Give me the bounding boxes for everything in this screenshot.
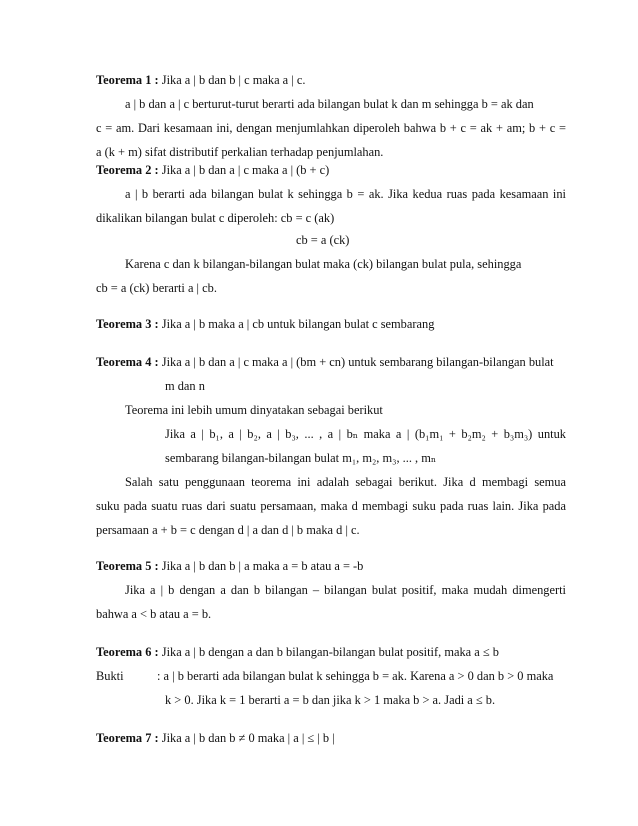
theorem-1-proof-line-3: a (k + m) sifat distributif perkalian terhadap penjumlahan. [96, 145, 384, 159]
theorem-5-heading [96, 556, 363, 576]
theorem-4-generalization-intro: Teorema ini lebih umum dinyatakan sebagai berikut [125, 403, 383, 417]
theorem-6-proof-label: Bukti [96, 669, 124, 683]
theorem-1-label: Teorema 1 : [96, 73, 159, 87]
theorem-4-general-formula-1: Jika a | b₁, a | b₂, a | b₃, ... , a | bₙ maka a | (b₁m₁ + b₂m₂ + b₃m₃) untuk [165, 427, 566, 441]
theorem-4-usage-line-1: Salah satu penggunaan teorema ini adalah sebagai berikut. Jika d membagi semua [125, 475, 566, 489]
theorem-6-proof-line-1: : a | b berarti ada bilangan bulat k sehingga b = ak. Karena a > 0 dan b > 0 maka [157, 669, 554, 683]
theorem-3-label: Teorema 3 : [96, 317, 159, 331]
theorem-1-statement: Jika a | b dan b | c maka a | c. [161, 73, 306, 87]
theorem-6-proof-line-2: k > 0. Jika k = 1 berarti a = b dan jika k > 1 maka b > a. Jadi a ≤ b. [165, 693, 496, 707]
theorem-1-heading [96, 70, 305, 90]
theorem-2-proof-line-2: dikalikan bilangan bulat c diperoleh: cb = c (ak) [96, 211, 335, 225]
theorem-3-statement: Jika a | b maka a | cb untuk bilangan bulat c sembarang [161, 317, 435, 331]
theorem-6-statement: Jika a | b dengan a dan b bilangan-bilangan bulat positif, maka a ≤ b [161, 645, 499, 659]
theorem-4-statement-cont: m dan n [165, 379, 205, 393]
theorem-4-usage-line-2: suku pada suatu ruas dari suatu persamaan, maka d membagi suku pada ruas lain. Jika pada [96, 499, 566, 513]
theorem-5-note-line-2: bahwa a < b atau a = b. [96, 607, 212, 621]
theorem-2-proof-line-4: Karena c dan k bilangan-bilangan bulat maka (ck) bilangan bulat pula, sehingga [125, 257, 522, 271]
theorem-7-heading [96, 728, 335, 748]
theorem-4-general-formula-2: sembarang bilangan-bilangan bulat m₁, m₂, m₃, ... , mₙ [165, 451, 437, 465]
theorem-4-heading [96, 352, 554, 372]
theorem-5-note-line-1: Jika a | b dengan a dan b bilangan – bilangan bulat positif, maka mudah dimengerti [125, 583, 566, 597]
theorem-6-heading [96, 642, 499, 662]
theorem-2-proof-line-3: cb = a (ck) [296, 233, 350, 247]
theorem-3-heading [96, 314, 434, 334]
theorem-2-proof-line-1: a | b berarti ada bilangan bulat k sehingga b = ak. Jika kedua ruas pada kesamaan ini [125, 187, 566, 201]
theorem-2-label: Teorema 2 : [96, 163, 159, 177]
theorem-5-label: Teorema 5 : [96, 559, 159, 573]
theorem-5-statement: Jika a | b dan b | a maka a = b atau a = -b [161, 559, 364, 573]
theorem-4-usage-line-3: persamaan a + b = c dengan d | a dan d | b maka d | c. [96, 523, 360, 537]
theorem-2-statement: Jika a | b dan a | c maka a | (b + c) [161, 163, 330, 177]
theorem-2-proof-line-5: cb = a (ck) berarti a | cb. [96, 281, 217, 295]
theorem-1-proof-line-2: c = am. Dari kesamaan ini, dengan menjumlahkan diperoleh bahwa b + c = ak + am; b + c = [96, 121, 566, 135]
theorem-7-label: Teorema 7 : [96, 731, 159, 745]
theorem-4-label: Teorema 4 : [96, 355, 159, 369]
theorem-7-statement: Jika a | b dan b ≠ 0 maka | a | ≤ | b | [161, 731, 335, 745]
theorem-6-label: Teorema 6 : [96, 645, 159, 659]
theorem-4-statement: Jika a | b dan a | c maka a | (bm + cn) untuk sembarang bilangan-bilangan bulat [161, 355, 554, 369]
theorem-2-heading [96, 160, 329, 180]
theorem-1-proof-line-1: a | b dan a | c berturut-turut berarti ada bilangan bulat k dan m sehingga b = ak dan [125, 97, 534, 111]
